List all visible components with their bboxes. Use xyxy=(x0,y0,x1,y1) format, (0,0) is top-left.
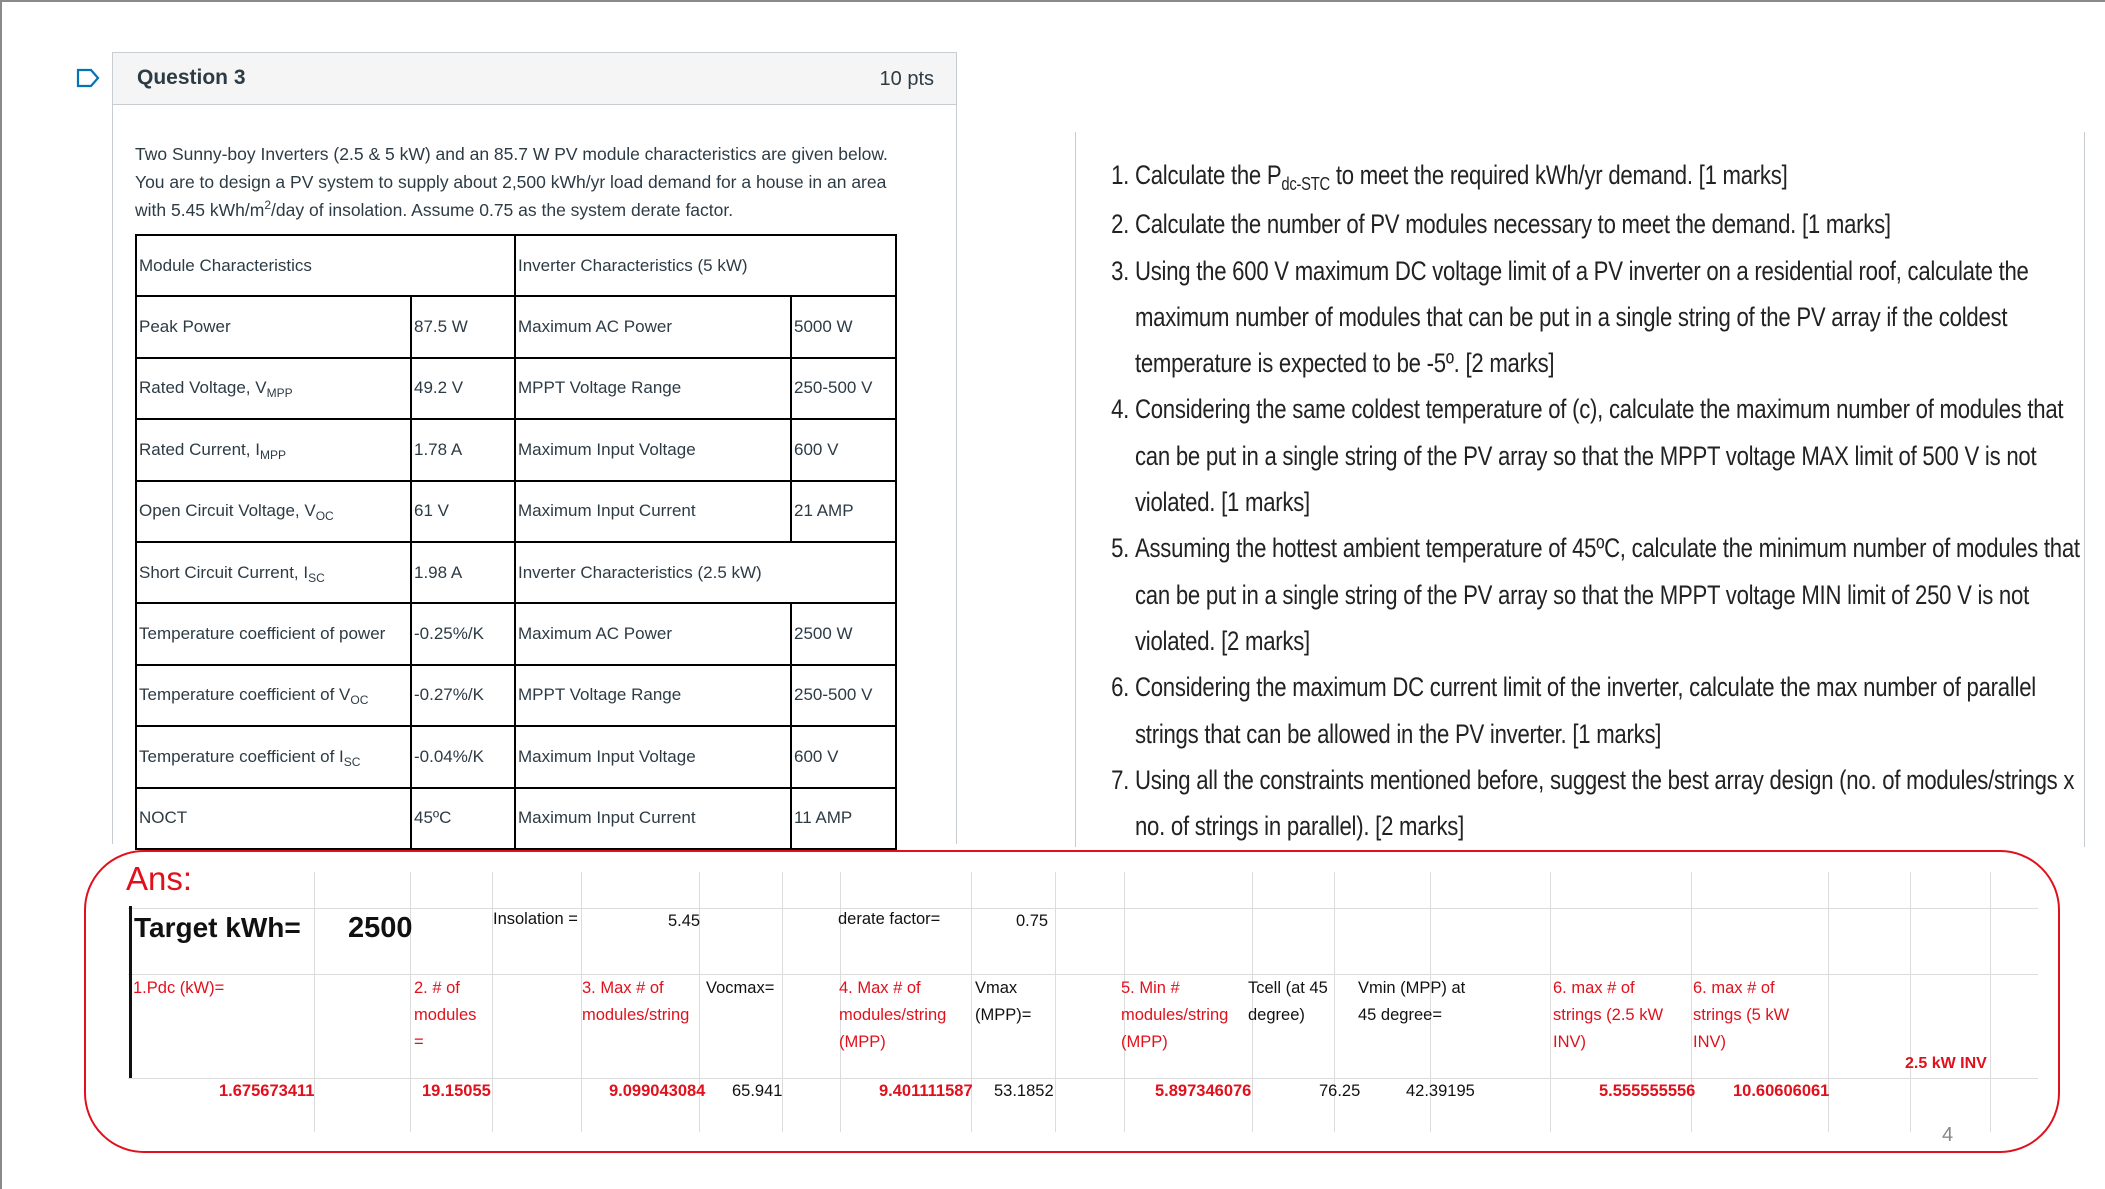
table-row xyxy=(136,542,896,603)
header-strings-2-5kw: 6. max # of strings (2.5 kW INV) xyxy=(1553,979,1664,1051)
table-cell: 45ºC xyxy=(411,788,515,849)
answer-divider xyxy=(129,906,132,1078)
header-tcell: Tcell (at 45 degree) xyxy=(1248,979,1328,1024)
table-cell: Open Circuit Voltage, $V_{OC}$ xyxy=(136,481,411,542)
value-pdc: 1.675673411 xyxy=(219,1082,315,1100)
table-row xyxy=(136,726,896,787)
table-cell: 1.98 A xyxy=(411,542,515,603)
table-row xyxy=(136,419,896,480)
derate-value: 0.75 xyxy=(1016,912,1049,930)
table-cell: 1.78 A xyxy=(411,419,515,480)
table-cell: -0.04%/K xyxy=(411,726,515,787)
table-row xyxy=(136,481,896,542)
value-strings-5kw: 10.60606061 xyxy=(1733,1082,1830,1100)
table-row xyxy=(136,665,896,726)
answer-label: Ans: xyxy=(126,860,193,897)
value-min-modules-mpp: 5.897346076 xyxy=(1155,1082,1252,1100)
inverter-note: 2.5 kW INV xyxy=(1905,1055,1987,1072)
value-max-modules-string: 9.099043084 xyxy=(609,1082,706,1100)
table-cell: Peak Power xyxy=(136,296,411,357)
value-vmax: 53.1852 xyxy=(994,1082,1054,1100)
table-cell: Rated Voltage, $V_{MPP}$ xyxy=(136,358,411,419)
task-4: 4. Considering the same coldest temperature of (c), calculate the maximum number of modules that can be put in a single string of the PV array so that the MPPT voltage MAX limit of 500 V is not violated. [1 marks] xyxy=(1135,386,2094,525)
table-row xyxy=(136,235,896,296)
table-cell: 600 V xyxy=(791,726,896,787)
question-title: Question 3 xyxy=(137,66,246,89)
value-max-modules-mpp: 9.401111587 xyxy=(879,1082,973,1100)
table-cell: Short Circuit Current, $I_{SC}$ xyxy=(136,542,411,603)
top-border xyxy=(0,0,2105,2)
question-header xyxy=(112,52,957,105)
table-cell: Temperature coefficient of $I_{SC}$ xyxy=(136,726,411,787)
table-cell: Temperature coefficient of power xyxy=(136,603,411,664)
table-cell: 87.5 W xyxy=(411,296,515,357)
table-cell: Maximum Input Current xyxy=(515,481,791,542)
table-cell: NOCT xyxy=(136,788,411,849)
task-2: 2. Calculate the number of PV modules necessary to meet the demand. [1 marks] xyxy=(1135,201,2094,247)
table-cell: Maximum Input Current xyxy=(515,788,791,849)
table-cell: 21 AMP xyxy=(791,481,896,542)
value-vocmax: 65.941 xyxy=(732,1082,783,1100)
table-cell: Maximum AC Power xyxy=(515,296,791,357)
task-7: 7. Using all the constraints mentioned before, suggest the best array design (no. of modules/strings x no. of strings in parallel). [2 marks] xyxy=(1135,757,2094,850)
header-num-modules: 2. # of modules = xyxy=(414,979,477,1051)
intro-line: with 5.45 kWh/$m^2$/day of insolation. Assume 0.75 as the system derate factor. xyxy=(135,198,734,220)
table-cell: MPPT Voltage Range xyxy=(515,358,791,419)
value-tcell: 76.25 xyxy=(1319,1082,1361,1100)
header-pdc: 1.Pdc (kW)= xyxy=(133,979,225,997)
table-cell: Inverter Characteristics (2.5 kW) xyxy=(515,542,896,603)
flag-question-icon[interactable] xyxy=(76,68,100,88)
table-cell: Maximum Input Voltage xyxy=(515,419,791,480)
value-num-modules: 19.15055 xyxy=(422,1082,491,1100)
table-cell: Module Characteristics xyxy=(136,235,515,296)
question-intro xyxy=(135,140,925,224)
table-cell: Rated Current, $I_{MPP}$ xyxy=(136,419,411,480)
header-min-modules-mpp: 5. Min # modules/string (MPP) xyxy=(1121,979,1229,1051)
table-row xyxy=(136,296,896,357)
target-kwh-label: Target kWh= xyxy=(134,912,301,943)
header-vmax: Vmax (MPP)= xyxy=(975,979,1032,1024)
table-cell: 5000 W xyxy=(791,296,896,357)
table-row xyxy=(136,603,896,664)
task-6: 6. Considering the maximum DC current limit of the inverter, calculate the max number of parallel strings that can be allowed in the PV inverter. [1 marks] xyxy=(1135,664,2094,757)
table-cell: 250-500 V xyxy=(791,665,896,726)
table-cell: Maximum AC Power xyxy=(515,603,791,664)
table-cell: 2500 W xyxy=(791,603,896,664)
table-cell: 250-500 V xyxy=(791,358,896,419)
header-vocmax: Vocmax= xyxy=(706,979,775,997)
intro-line: You are to design a PV system to supply about 2,500 kWh/yr load demand for a house in an area xyxy=(135,172,887,192)
task-3: 3. Using the 600 V maximum DC voltage limit of a PV inverter on a residential roof, calculate the maximum number of modules that can be put in a single string of the PV array if the coldest temperature is expected to be -5º. [2 marks] xyxy=(1135,248,2094,387)
value-strings-2-5kw: 5.555555556 xyxy=(1599,1082,1696,1100)
task-list xyxy=(1112,152,2094,849)
characteristics-table xyxy=(135,234,897,850)
table-cell: Inverter Characteristics (5 kW) xyxy=(515,235,896,296)
table-row xyxy=(136,358,896,419)
table-cell: -0.27%/K xyxy=(411,665,515,726)
value-vmin: 42.39195 xyxy=(1406,1082,1475,1100)
header-strings-5kw: 6. max # of strings (5 kW INV) xyxy=(1693,979,1790,1051)
header-max-modules-mpp: 4. Max # of modules/string (MPP) xyxy=(839,979,947,1051)
table-row xyxy=(136,788,896,849)
intro-line: Two Sunny-boy Inverters (2.5 & 5 kW) and an 85.7 W PV module characteristics are given below. xyxy=(135,144,888,164)
table-cell: -0.25%/K xyxy=(411,603,515,664)
table-cell: Maximum Input Voltage xyxy=(515,726,791,787)
header-max-modules-string: 3. Max # of modules/string xyxy=(582,979,690,1024)
table-cell: 61 V xyxy=(411,481,515,542)
table-cell: 49.2 V xyxy=(411,358,515,419)
header-vmin: Vmin (MPP) at 45 degree= xyxy=(1358,979,1466,1024)
left-border xyxy=(0,0,2,1189)
task-1: 1. Calculate the $P_{dc-STC}$ to meet the required kWh/yr demand. [1 marks] xyxy=(1135,152,2094,201)
insolation-label: Insolation = xyxy=(493,910,578,928)
target-kwh-value: 2500 xyxy=(348,912,413,944)
table-cell: 11 AMP xyxy=(791,788,896,849)
question-points: 10 pts xyxy=(879,68,934,90)
table-cell: MPPT Voltage Range xyxy=(515,665,791,726)
derate-label: derate factor= xyxy=(838,910,941,928)
table-cell: 600 V xyxy=(791,419,896,480)
page-number: 4 xyxy=(1942,1124,1954,1146)
task-5: 5. Assuming the hottest ambient temperature of 45ºC, calculate the minimum number of modules that can be put in a single string of the PV array so that the MPPT voltage MIN limit of 250 V is not violated. [2 marks] xyxy=(1135,525,2094,664)
table-cell: Temperature coefficient of $V_{OC}$ xyxy=(136,665,411,726)
insolation-value: 5.45 xyxy=(668,912,701,930)
